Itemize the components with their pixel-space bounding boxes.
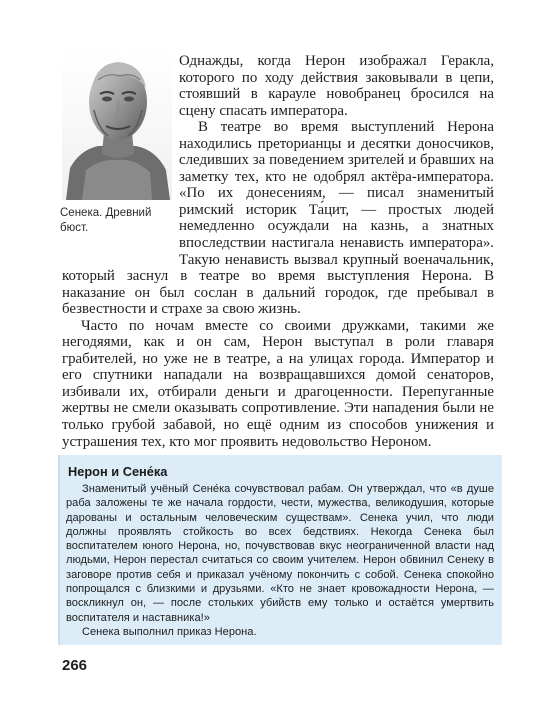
figure-space [62,53,179,261]
page-number: 266 [62,657,88,674]
paragraph: Часто по ночам вместе со своими дружками, такими же негодяями, как и он сам, Нерон выступал в роли главаря грабителей, но уже не в театре, а на улицах города. Император и его спутники нападали на возвращавшихся домой сенаторов, избивали их, отбирали деньги и драгоценности. Перепуганные жертвы не смели оказывать сопротивление. Эти нападения были не только грубой забавой, но ещё одним из способов унижения и устрашения тех, кто мог проявить недовольство Нероном. [62,317,494,450]
sidebar-box [58,455,502,645]
paragraph: Однажды, когда Нерон изображал Геракла, которого по ходу действия заковывали в цепи, стоявший в карауле новобранец бросился на сцену спасать императора. [179,53,494,119]
sidebar-paragraph: Знаменитый учёный Сене́ка сочувствовал рабам. Он утверждал, что «в душе раба заложены те же начала гордости, чести, мужества, великодушия, которые дарованы и остальным человеческим существам». Сенека учил, что люди должны проявлять стойкость во всех бедствиях. Некогда Сенека был воспитателем юного Нерона, но, почувствовав вкус неограниченной власти над людьми, Нерон перестал считаться со своим учителем. Нерон обвинил Сенеку в заговоре против себя и приказал учёному покончить с собой. Сенека спокойно попрощался с близкими и друзьями. «Кто не знает кровожадности Нерона, — воскликнул он, — после стольких убийств ему только и остаётся умертвить воспитателя и наставника!» [66,483,494,624]
sidebar-title: Нерон и Сене́ка [68,464,168,479]
sidebar-paragraph: Сенека выполнил приказ Нерона. [82,625,257,638]
paragraph: В театре во время выступлений Нерона находились преторианцы и десятки доносчиков, следивших за поведением зрителей и бравших на заметку тех, кто не одобрял актёра-императора. «По их донесениям, — писал знаменитый римский историк Та́цит, — простых людей немедленно осуждали на казнь, а знатных впоследствии настигала ненависть императора». Такую ненависть вызвал крупный военачальник, который заснул в театре во время выступления Нерона. В наказание он был сослан в дальний городок, где пребывал в безвестности и страхе за свою жизнь. [62,119,494,318]
main-text [62,53,494,450]
sidebar-body [66,482,494,639]
figure-caption: Сенека. Древний бюст. [60,207,152,234]
